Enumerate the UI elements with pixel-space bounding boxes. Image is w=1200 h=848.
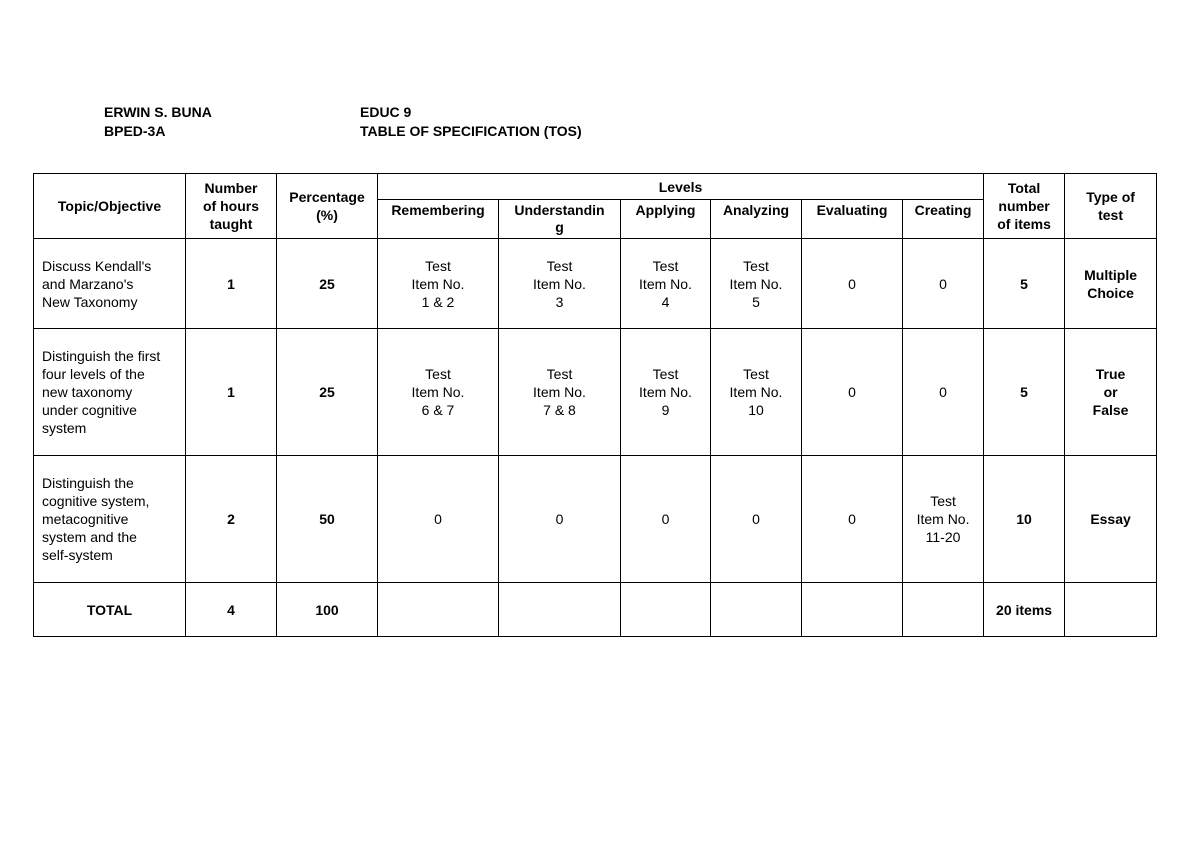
header-percentage: [277, 174, 378, 239]
level-applying: [621, 200, 711, 239]
topic-line: Distinguish the first: [42, 348, 161, 364]
total-hours: 4: [186, 583, 277, 637]
level-understanding: [499, 200, 621, 239]
total-items-cell: 5: [984, 329, 1065, 456]
level-cell-analyzing: [711, 329, 802, 456]
level-cell-line: 1 & 2: [421, 293, 455, 310]
level-label: Applying: [635, 202, 696, 218]
level-cell-line: 0: [555, 511, 564, 527]
level-cell-line: 0: [939, 384, 947, 400]
topic-cell: [34, 329, 186, 456]
test-type-line: True: [1095, 366, 1126, 382]
header-total: [984, 174, 1065, 239]
level-cell-line: Item No.: [639, 275, 692, 292]
total-empty-cell: [802, 583, 903, 637]
percentage-cell: 25: [277, 239, 378, 329]
student-section: BPED-3A: [104, 123, 166, 139]
header-hours-line: of hours: [203, 198, 259, 214]
level-cell-line: 3: [555, 293, 564, 310]
table-row: [34, 329, 1157, 456]
topic-line: and Marzano's: [42, 275, 134, 292]
total-label: TOTAL: [34, 583, 186, 637]
hours-cell: 1: [186, 239, 277, 329]
header-total-line: number: [998, 198, 1050, 214]
header-type: [1065, 174, 1157, 239]
level-label: Remembering: [391, 202, 485, 218]
level-label: Analyzing: [722, 202, 790, 218]
level-analyzing: [711, 200, 802, 239]
hours-cell: 1: [186, 329, 277, 456]
test-type-line: Multiple: [1084, 266, 1137, 283]
level-cell-line: Test: [652, 366, 679, 382]
topic-line: New Taxonomy: [42, 293, 138, 310]
topic-cell: [34, 239, 186, 329]
level-cell-line: Item No.: [533, 275, 586, 292]
level-cell-applying: [621, 239, 711, 329]
level-cell-remembering: [378, 456, 499, 583]
level-cell-creating: [903, 239, 984, 329]
level-cell-line: Item No.: [411, 275, 465, 292]
document-title: TABLE OF SPECIFICATION (TOS): [360, 123, 582, 139]
topic-line: self-system: [42, 547, 113, 563]
level-cell-line: 0: [661, 511, 670, 527]
level-cell-evaluating: [802, 456, 903, 583]
level-cell-line: 5: [752, 293, 760, 310]
level-label: Evaluating: [816, 202, 888, 218]
hours-cell: 2: [186, 456, 277, 583]
total-empty-cell: [903, 583, 984, 637]
topic-line: metacognitive: [42, 511, 129, 527]
level-cell-line: Test: [743, 366, 769, 382]
level-cell-line: 6 & 7: [421, 402, 455, 418]
level-cell-line: 0: [848, 275, 856, 292]
header-percentage-line: (%): [316, 207, 338, 223]
level-cell-line: 0: [848, 511, 856, 527]
test-type-cell: [1065, 329, 1157, 456]
level-cell-line: Test: [930, 493, 956, 509]
test-type-line: Choice: [1087, 284, 1134, 301]
topic-line: four levels of the: [42, 366, 145, 382]
level-cell-line: Test: [546, 366, 573, 382]
level-cell-analyzing: [711, 239, 802, 329]
percentage-cell: 50: [277, 456, 378, 583]
header-hours-line: Number: [204, 180, 258, 196]
total-empty-cell: [711, 583, 802, 637]
level-cell-applying: [621, 329, 711, 456]
level-cell-line: 0: [939, 275, 947, 292]
topic-line: cognitive system,: [42, 493, 150, 509]
level-label: Creating: [914, 202, 972, 218]
total-empty-cell: [1065, 583, 1157, 637]
level-cell-analyzing: [711, 456, 802, 583]
test-type-cell: [1065, 456, 1157, 583]
level-cell-line: 7 & 8: [543, 402, 576, 418]
topic-line: new taxonomy: [42, 384, 133, 400]
level-cell-line: Item No.: [411, 384, 465, 400]
test-type-line: False: [1092, 402, 1129, 418]
total-empty-cell: [499, 583, 621, 637]
level-cell-understanding: [499, 329, 621, 456]
level-cell-line: Test: [652, 257, 679, 274]
header-type-line: Type of: [1086, 189, 1135, 205]
header-topic: Topic/Objective: [34, 174, 186, 239]
level-cell-applying: [621, 456, 711, 583]
level-cell-line: 0: [848, 384, 856, 400]
level-cell-line: Item No.: [916, 511, 970, 527]
level-cell-line: Item No.: [533, 384, 586, 400]
total-items-cell: 10: [984, 456, 1065, 583]
topic-cell: [34, 456, 186, 583]
level-cell-remembering: [378, 239, 499, 329]
level-label-wrap: g: [555, 219, 564, 235]
student-name: ERWIN S. BUNA: [104, 104, 212, 120]
total-items: 20 items: [984, 583, 1065, 637]
test-type-line: or: [1103, 384, 1118, 400]
level-cell-line: Test: [743, 257, 769, 274]
level-cell-understanding: [499, 456, 621, 583]
level-cell-line: Item No.: [729, 275, 783, 292]
level-cell-line: 11-20: [925, 529, 961, 545]
test-type-line: Essay: [1090, 511, 1131, 527]
header-total-line: of items: [997, 216, 1051, 232]
level-cell-understanding: [499, 239, 621, 329]
topic-line: system and the: [42, 529, 137, 545]
topic-line: Discuss Kendall's: [42, 257, 152, 274]
level-cell-line: Test: [425, 257, 451, 274]
topic-line: system: [42, 420, 87, 436]
level-cell-line: 10: [748, 402, 764, 418]
total-percentage: 100: [277, 583, 378, 637]
level-cell-creating: [903, 456, 984, 583]
total-items-cell: 5: [984, 239, 1065, 329]
topic-line: Distinguish the: [42, 475, 134, 491]
test-type-cell: [1065, 239, 1157, 329]
level-cell-remembering: [378, 329, 499, 456]
level-evaluating: [802, 200, 903, 239]
level-cell-line: 4: [661, 293, 670, 310]
level-cell-evaluating: [802, 329, 903, 456]
total-empty-cell: [378, 583, 499, 637]
level-cell-line: 0: [752, 511, 760, 527]
level-cell-line: Item No.: [639, 384, 692, 400]
level-cell-line: Item No.: [729, 384, 783, 400]
level-cell-line: Test: [546, 257, 573, 274]
table-row: [34, 239, 1157, 329]
level-cell-line: Test: [425, 366, 451, 382]
level-remembering: [378, 200, 499, 239]
header-percentage-line: Percentage: [289, 189, 365, 205]
level-cell-line: 0: [434, 511, 442, 527]
total-row: [34, 583, 1157, 637]
level-cell-creating: [903, 329, 984, 456]
level-label: Understandin: [514, 202, 605, 218]
header-type-line: test: [1098, 207, 1124, 223]
header-hours-line: taught: [209, 216, 253, 232]
header-total-line: Total: [1007, 180, 1041, 196]
percentage-cell: 25: [277, 329, 378, 456]
header-hours: [186, 174, 277, 239]
level-cell-line: 9: [661, 402, 670, 418]
tos-body: [34, 239, 1157, 583]
level-creating: [903, 200, 984, 239]
level-cell-evaluating: [802, 239, 903, 329]
total-empty-cell: [621, 583, 711, 637]
table-row: [34, 456, 1157, 583]
course-code: EDUC 9: [360, 104, 412, 120]
header-levels: Levels: [378, 174, 984, 200]
topic-line: under cognitive: [42, 402, 137, 418]
tos-table: [33, 173, 1157, 637]
